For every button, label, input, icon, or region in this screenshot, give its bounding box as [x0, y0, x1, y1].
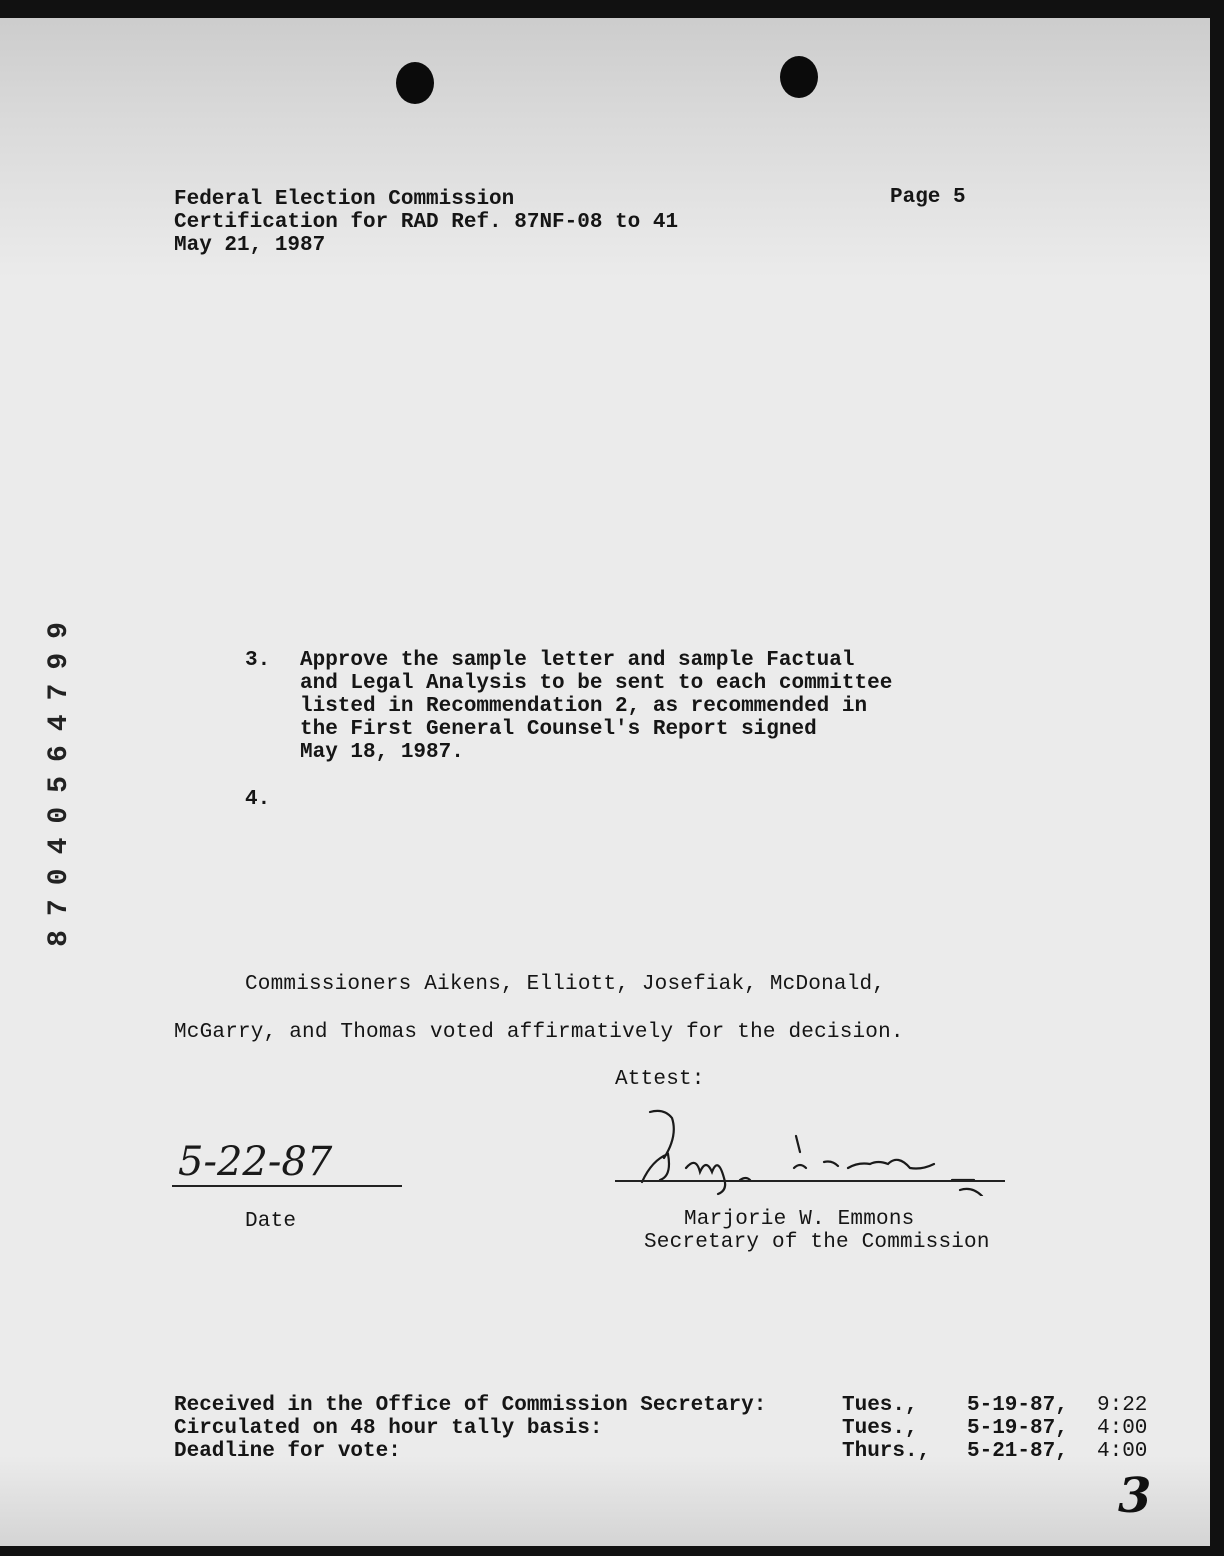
page-mark: 3	[1118, 1468, 1152, 1524]
signature-scribble	[612, 1106, 1012, 1196]
item-4-number: 4.	[245, 788, 271, 811]
header-date: May 21, 1987	[174, 234, 326, 257]
schedule-day: Tues.,	[842, 1417, 918, 1440]
date-label: Date	[245, 1210, 297, 1233]
item-3-line-2: and Legal Analysis to be sent to each committee	[300, 672, 893, 695]
attest-label: Attest:	[615, 1068, 705, 1091]
schedule-row	[174, 1417, 1147, 1440]
vote-line-2: McGarry, and Thomas voted affirmatively for the decision.	[174, 1021, 904, 1044]
item-3-line-3: listed in Recommendation 2, as recommended in	[300, 695, 868, 718]
header-certification: Certification for RAD Ref. 87NF-08 to 41	[174, 211, 679, 234]
schedule-time: 4:00	[1097, 1417, 1148, 1440]
header-agency: Federal Election Commission	[174, 188, 515, 211]
document-page	[0, 18, 1210, 1546]
signer-name: Marjorie W. Emmons	[684, 1208, 915, 1231]
schedule-date: 5-21-87,	[967, 1440, 1068, 1463]
vote-line-1: Commissioners Aikens, Elliott, Josefiak, McDonald,	[245, 973, 886, 996]
punch-hole-left	[396, 62, 434, 104]
item-3-number: 3.	[245, 649, 271, 672]
page-number-label: Page 5	[890, 186, 966, 209]
schedule-date: 5-19-87,	[967, 1394, 1068, 1417]
schedule-day: Thurs.,	[842, 1440, 931, 1463]
side-document-number: 87040564799	[44, 608, 75, 947]
schedule-day: Tues.,	[842, 1394, 918, 1417]
scan-shading-bottom	[0, 1456, 1210, 1546]
punch-hole-right	[780, 56, 818, 98]
schedule-label: Received in the Office of Commission Secretary:	[174, 1394, 767, 1417]
schedule-label: Circulated on 48 hour tally basis:	[174, 1417, 603, 1440]
schedule-date: 5-19-87,	[967, 1417, 1068, 1440]
schedule-row	[174, 1394, 1147, 1417]
date-signature-line	[172, 1185, 402, 1187]
attest-signature-line	[615, 1180, 1005, 1182]
item-3-line-5: May 18, 1987.	[300, 741, 464, 764]
item-3-line-4: the First General Counsel's Report signed	[300, 718, 817, 741]
schedule-row	[174, 1440, 1147, 1463]
schedule-time: 4:00	[1097, 1440, 1148, 1463]
schedule-label: Deadline for vote:	[174, 1440, 401, 1463]
item-3-line-1: Approve the sample letter and sample Factual	[300, 649, 855, 672]
handwritten-date: 5-22-87	[178, 1139, 333, 1185]
schedule-table	[174, 1394, 1147, 1463]
schedule-time: 9:22	[1097, 1394, 1148, 1417]
signer-title: Secretary of the Commission	[644, 1231, 990, 1254]
